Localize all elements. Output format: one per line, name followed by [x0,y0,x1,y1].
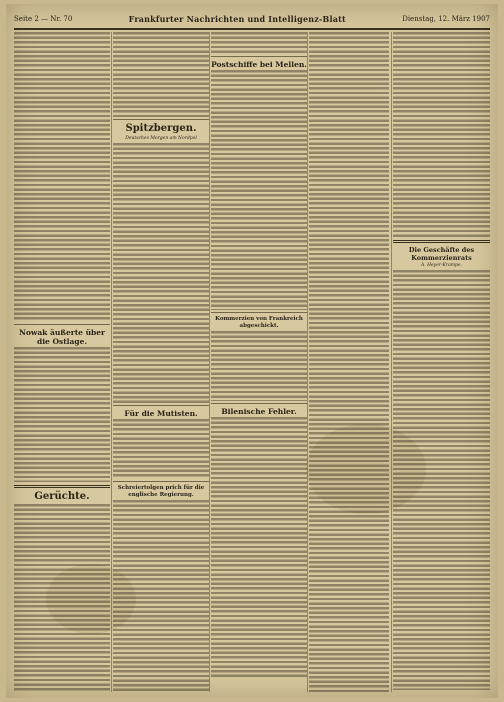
headline-col2-regierung: Schreiertolgen prich für die englische Regierung. [117,485,205,498]
article-columns [14,32,490,692]
headline-col3-postschiffe: Postschiffe bei Mellen. [211,60,307,69]
masthead-title: Frankfurter Nachrichten und Intelligenz-Blatt [128,14,346,24]
masthead [14,10,490,30]
body-text [14,32,110,322]
body-text [14,347,110,482]
column-rule [307,32,308,692]
column-rule [209,32,210,692]
column-1 [14,32,110,692]
newspaper-page [6,4,498,698]
body-text [211,417,307,677]
column-3 [211,32,307,692]
column-2 [113,32,209,692]
masthead-page-number: Seite 2 — Nr. 70 [14,15,73,23]
headline-col5-kommerzienrat: Die Geschäfte des Kommerzienrats [408,246,475,262]
subhead-col5-kommerzienrat: A. Heyer-Krampe. [420,263,462,268]
body-text [14,504,110,692]
subhead-col2-spitzbergen: Deutsches Morgen am Nordpol [125,136,197,141]
column-rule [111,32,112,692]
column-rule [391,32,392,692]
body-text [113,500,209,692]
body-text [393,270,490,690]
body-text [113,143,209,403]
column-5 [393,32,490,692]
body-text [393,32,490,237]
body-text [211,70,307,310]
headline-col2-mutisten: Für die Mutisten. [124,409,198,418]
headline-col1-geruechte: Gerüchte. [34,491,90,502]
headline-col2-spitzbergen: Spitzbergen. [125,123,197,134]
headline-col3-kommerzien: Kommerzien von Frankreich abgeschickt. [215,316,303,329]
body-text [309,32,389,692]
column-4 [309,32,389,692]
body-text [113,419,209,479]
body-text [211,32,307,54]
headline-col1-ostlage: Nowak äußerte über die Ostlage. [19,328,105,346]
headline-col3-fehler: Bilenische Fehler. [221,407,297,416]
body-text [211,331,307,401]
masthead-date: Dienstag, 12. März 1907 [402,15,490,23]
body-text [113,32,209,117]
